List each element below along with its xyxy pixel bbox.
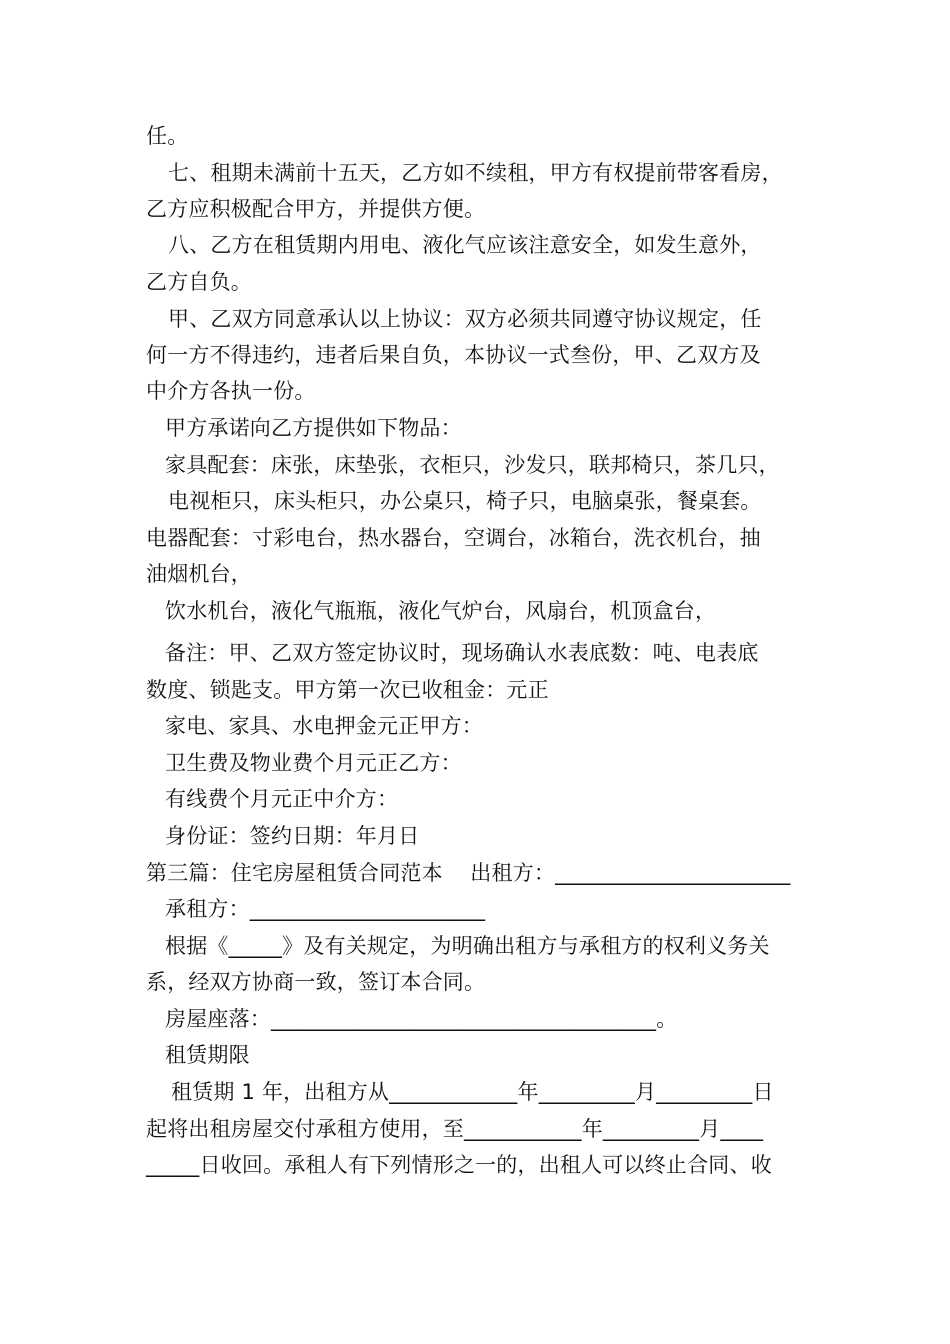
- text-line: 系，经双方协商一致，签订本合同。: [146, 970, 486, 994]
- text-line: 八、乙方在租赁期内用电、液化气应该注意安全，如发生意外，: [168, 233, 762, 257]
- section-heading: 第三篇：住宅房屋租赁合同范本 出租方：______________________: [146, 861, 791, 885]
- text-line: 任。: [146, 124, 189, 148]
- text-line: 房屋座落：____________________________________。: [165, 1007, 678, 1031]
- text-line: 有线费个月元正中介方：: [165, 787, 399, 811]
- text-line: 乙方应积极配合甲方，并提供方便。: [146, 197, 486, 221]
- text-line: 乙方自负。: [146, 270, 252, 294]
- text-line: 备注：甲、乙双方签定协议时，现场确认水表底数：吨、电表底: [165, 641, 759, 665]
- text-line: 饮水机台，液化气瓶瓶，液化气炉台，风扇台，机顶盒台，: [165, 599, 717, 623]
- text-line: 租赁期限: [165, 1043, 250, 1067]
- text-line: 中介方各执一份。: [146, 379, 316, 403]
- text-line: 家具配套：床张，床垫张，衣柜只，沙发只，联邦椅只，茶几只，: [165, 453, 780, 477]
- text-line: 根据《_____》及有关规定，为明确出租方与承租方的权利义务关: [165, 934, 770, 958]
- text-line: 身份证：签约日期：年月日: [165, 824, 420, 848]
- text-line: 卫生费及物业费个月元正乙方：: [165, 751, 462, 775]
- text-line: 油烟机台，: [146, 562, 252, 586]
- text-line: 租赁期 1 年，出租方从____________年_________月_________日: [171, 1080, 774, 1104]
- text-line: _____日收回。承租人有下列情形之一的，出租人可以终止合同、收: [146, 1153, 772, 1177]
- text-line: 数度、锁匙支。甲方第一次已收租金：元正: [146, 678, 549, 702]
- text-line: 电器配套：寸彩电台，热水器台，空调台，冰箱台，洗衣机台，抽: [146, 526, 761, 550]
- text-line: 家电、家具、水电押金元正甲方：: [165, 714, 483, 738]
- text-line: 何一方不得违约，违者后果自负，本协议一式叁份，甲、乙双方及: [146, 343, 761, 367]
- text-line: 承租方：______________________: [165, 897, 486, 921]
- text-line: 起将出租房屋交付承租方使用，至___________年_________月____: [146, 1117, 764, 1141]
- text-line: 甲、乙双方同意承认以上协议：双方必须共同遵守协议规定，任: [168, 307, 762, 331]
- text-line: 甲方承诺向乙方提供如下物品：: [165, 416, 462, 440]
- text-line: 七、租期未满前十五天，乙方如不续租，甲方有权提前带客看房，: [168, 161, 783, 185]
- text-line: 电视柜只，床头柜只，办公桌只，椅子只，电脑桌张，餐桌套。: [168, 489, 762, 513]
